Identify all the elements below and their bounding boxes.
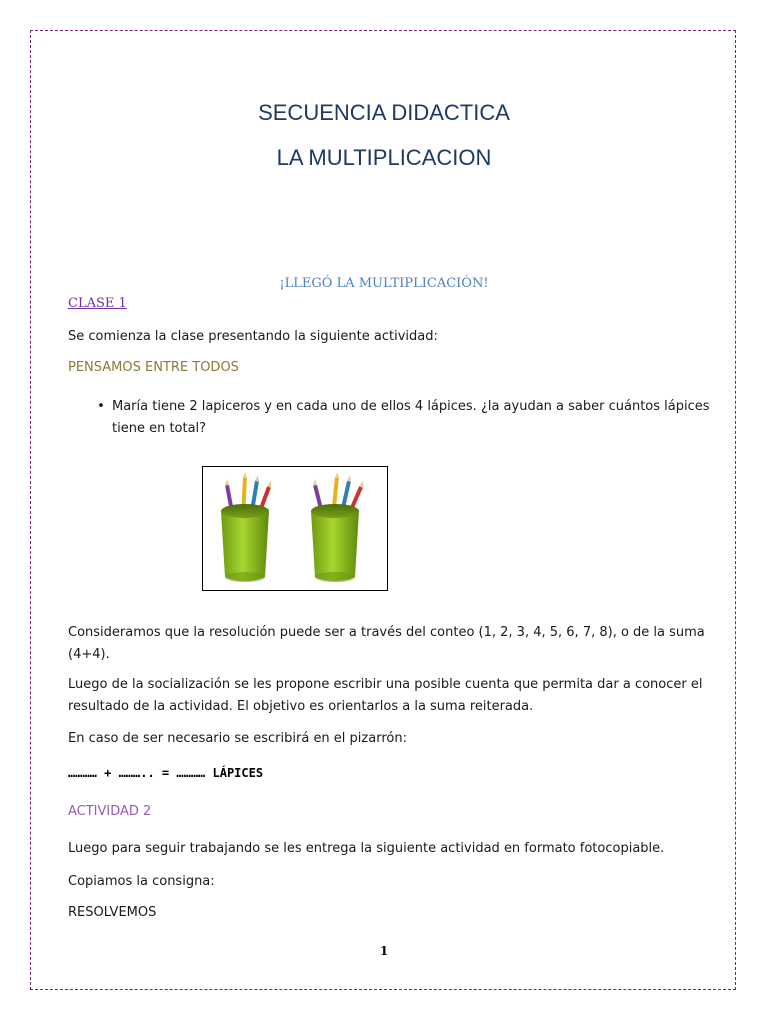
bullet-text: María tiene 2 lapiceros y en cada uno de ellos 4 lápices. ¿la ayudan a saber cuántos lápices tiene en total?	[112, 399, 710, 436]
resolvemos-label: RESOLVEMOS	[68, 905, 157, 920]
document-title-line1: SECUENCIA DIDACTICA	[258, 100, 510, 125]
conteo-paragraph: Consideramos que la resolución puede ser a través del conteo (1, 2, 3, 4, 5, 6, 7, 8), o de la suma (4+4).	[68, 625, 705, 662]
pizarron-paragraph: En caso de ser necesario se escribirá en el pizarrón:	[68, 731, 407, 746]
fotocopiable-paragraph: Luego para seguir trabajando se les entrega la siguiente actividad en formato fotocopiable.	[68, 841, 665, 856]
bullet-item	[90, 396, 722, 440]
consigna-paragraph: Copiamos la consigna:	[68, 874, 215, 889]
cup2	[311, 504, 359, 582]
clase-heading: CLASE 1	[68, 296, 127, 311]
formula-line: ………… + ……….. = ………… LÁPICES	[68, 766, 264, 780]
document-title-line2: LA MULTIPLICACION	[276, 145, 492, 170]
pensamos-heading: PENSAMOS ENTRE TODOS	[68, 360, 239, 375]
cup1	[221, 504, 269, 582]
section-heading: ¡LLEGÓ LA MULTIPLICACIÓN!	[279, 276, 489, 291]
intro-paragraph: Se comienza la clase presentando la siguiente actividad:	[68, 329, 438, 344]
pencil-cups-icon	[203, 467, 387, 590]
bullet-symbol: •	[97, 399, 105, 414]
actividad2-heading: ACTIVIDAD 2	[68, 804, 152, 819]
pencil-cups-image	[202, 466, 388, 591]
socializacion-paragraph: Luego de la socialización se les propone escribir una posible cuenta que permita dar a conocer el resultado de la actividad. El objetivo es orientarlos a la suma reiterada.	[68, 677, 703, 714]
page-number: 1	[379, 944, 389, 958]
